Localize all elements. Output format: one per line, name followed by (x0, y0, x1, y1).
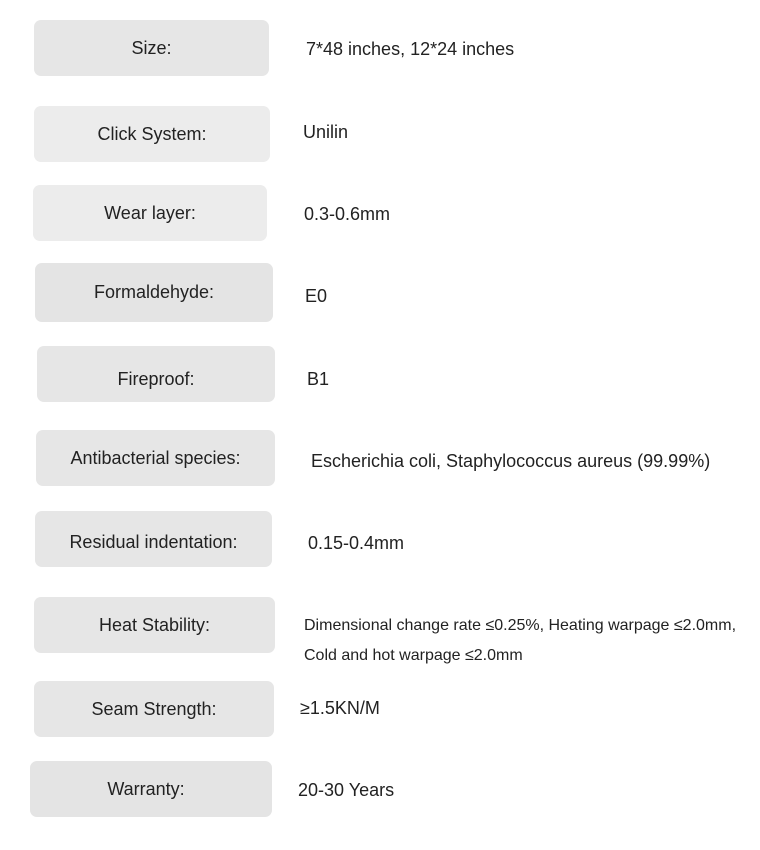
spec-value-heat-stability (304, 611, 744, 671)
spec-label-formaldehyde (35, 263, 273, 322)
spec-value-formaldehyde: E0 (305, 286, 328, 306)
spec-label-text: Seam Strength: (91, 698, 217, 719)
spec-label-text: Warranty: (107, 778, 185, 799)
spec-label-size (34, 20, 269, 76)
spec-value-residual-indentation: 0.15-0.4mm (308, 533, 405, 553)
spec-value-line: Dimensional change rate ≤0.25%, Heating warpage ≤2.0mm, (304, 617, 737, 634)
spec-label-antibacterial (36, 430, 275, 486)
spec-value-fireproof: B1 (307, 369, 330, 389)
spec-label-text: Formaldehyde: (93, 282, 215, 302)
spec-label-text: Click System: (97, 123, 207, 144)
spec-label-residual-indentation (35, 511, 272, 567)
spec-value-click-system: Unilin (303, 122, 349, 142)
spec-label-text: Fireproof: (117, 368, 195, 389)
spec-value-antibacterial: Escherichia coli, Staphylococcus aureus (99.99%) (311, 451, 711, 471)
spec-label-text: Wear layer: (104, 202, 196, 223)
spec-label-click-system (34, 106, 270, 162)
spec-value-warranty: 20-30 Years (298, 780, 395, 800)
spec-value-line: Cold and hot warpage ≤2.0mm (304, 647, 523, 664)
spec-label-fireproof (37, 346, 275, 402)
spec-label-text: Heat Stability: (98, 614, 211, 635)
spec-label-wear-layer (33, 185, 267, 241)
spec-label-warranty (30, 761, 272, 817)
spec-label-heat-stability (34, 597, 275, 653)
spec-label-text: Size: (131, 37, 172, 58)
spec-value-wear-layer: 0.3-0.6mm (304, 204, 391, 224)
spec-value-size: 7*48 inches, 12*24 inches (306, 39, 515, 59)
spec-value-seam-strength: ≥1.5KN/M (300, 698, 380, 718)
spec-label-seam-strength (34, 681, 274, 737)
spec-label-text: Antibacterial species: (70, 447, 241, 468)
spec-label-text: Residual indentation: (69, 531, 238, 552)
